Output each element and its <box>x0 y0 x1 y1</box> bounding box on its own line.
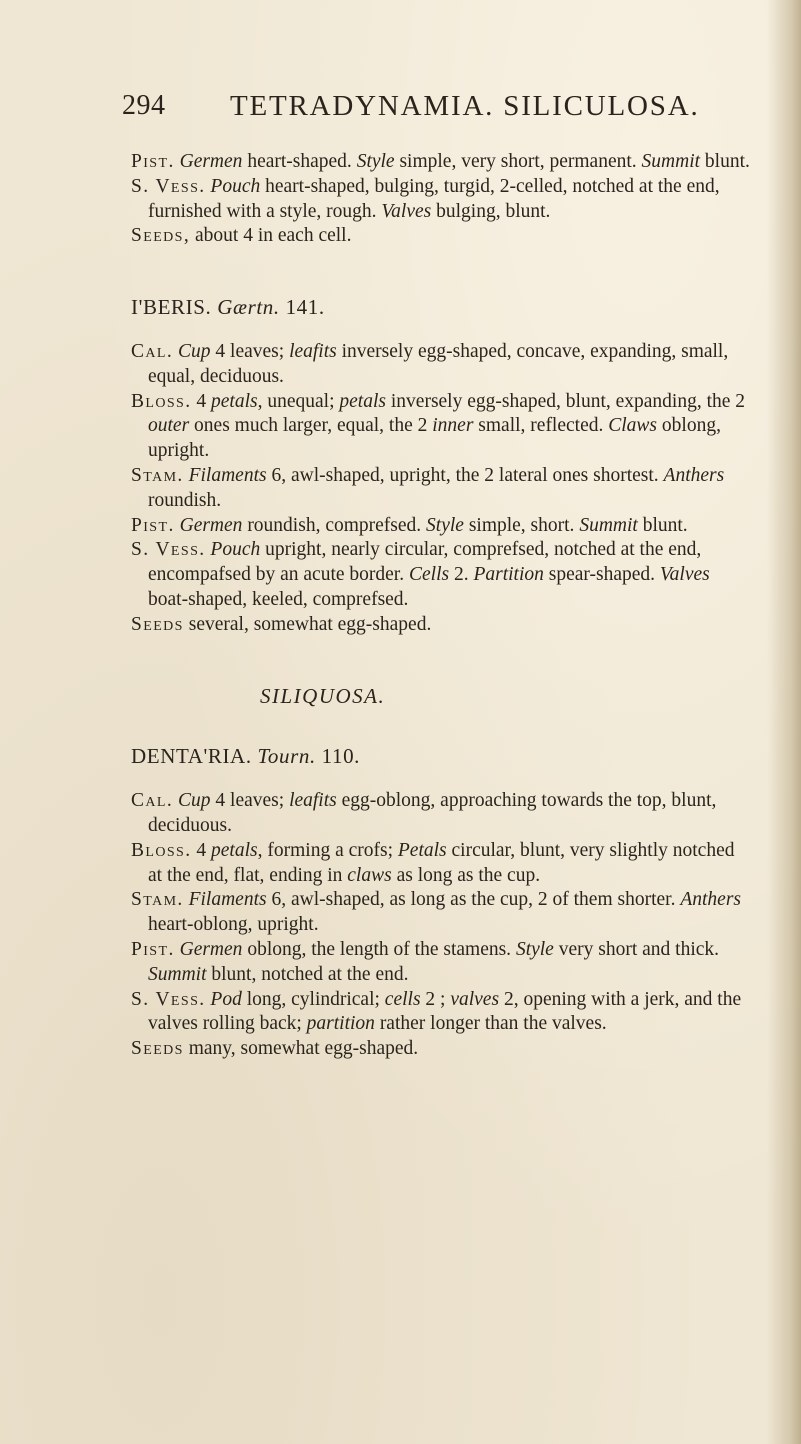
page-edge-shadow <box>767 0 801 1444</box>
section-heading: SILIQUOSA. <box>260 683 386 708</box>
genus-heading-dentaria: DENTA'RIA. Tourn. 110. <box>131 744 361 769</box>
calyx-description: Cal. Cup 4 leaves; leafits egg-oblong, approaching towards the top, blunt, deciduous. <box>131 790 717 836</box>
seeds-description: Seeds many, somewhat egg-shaped. <box>131 1038 419 1060</box>
pistil-description: Pist. Germen roundish, comprefsed. Style simple, short. Summit blunt. <box>131 514 688 536</box>
running-head: TETRADYNAMIA. SILICULOSA. <box>230 90 700 122</box>
seed-vessel-description: S. Vess. Pod long, cylindrical; cells 2 ; valves 2, opening with a jerk, and the valves rolling back; partition rather longer than the valves. <box>131 988 742 1035</box>
pistil-description: Pist. Germen oblong, the length of the stamens. Style very short and thick. Summit blunt, notched at the end. <box>131 938 720 985</box>
pistil-description: Pist. Germen heart-shaped. Style simple, very short, permanent. Summit blunt. <box>131 151 750 172</box>
seed-vessel-description: S. Vess. Pouch heart-shaped, bulging, turgid, 2-celled, notched at the end, furnished with a style, rough. Valves bulging, blunt. <box>131 175 720 222</box>
genus-heading-iberis: I'BERIS. Gærtn. 141. <box>131 295 325 320</box>
seeds-description: Seeds, about 4 in each cell. <box>131 225 352 247</box>
blossom-description: Bloss. 4 petals, forming a crofs; Petals circular, blunt, very slightly notched at the end, flat, ending in claws as long as the cup. <box>131 839 735 886</box>
stamens-description: Stam. Filaments 6, awl-shaped, upright, the 2 lateral ones shortest. Anthers roundish. <box>131 464 725 511</box>
calyx-description: Cal. Cup 4 leaves; leafits inversely egg-shaped, concave, expanding, small, equal, deciduous. <box>131 340 729 387</box>
seed-vessel-description: S. Vess. Pouch upright, nearly circular, comprefsed, notched at the end, encompafsed by an acute border. Cells 2. Partition spear-shaped. Valves boat-shaped, keeled, comprefsed. <box>131 539 710 610</box>
stamens-description: Stam. Filaments 6, awl-shaped, as long as the cup, 2 of them shorter. Anthers heart-oblong, upright. <box>131 889 742 936</box>
page-number: 294 <box>122 90 166 121</box>
blossom-description: Bloss. 4 petals, unequal; petals inversely egg-shaped, blunt, expanding, the 2 outer ones much larger, equal, the 2 inner small, reflected. Claws oblong, upright. <box>131 390 746 462</box>
page-header <box>122 90 722 130</box>
page-body <box>131 150 751 1062</box>
seeds-description: Seeds several, somewhat egg-shaped. <box>131 613 432 635</box>
